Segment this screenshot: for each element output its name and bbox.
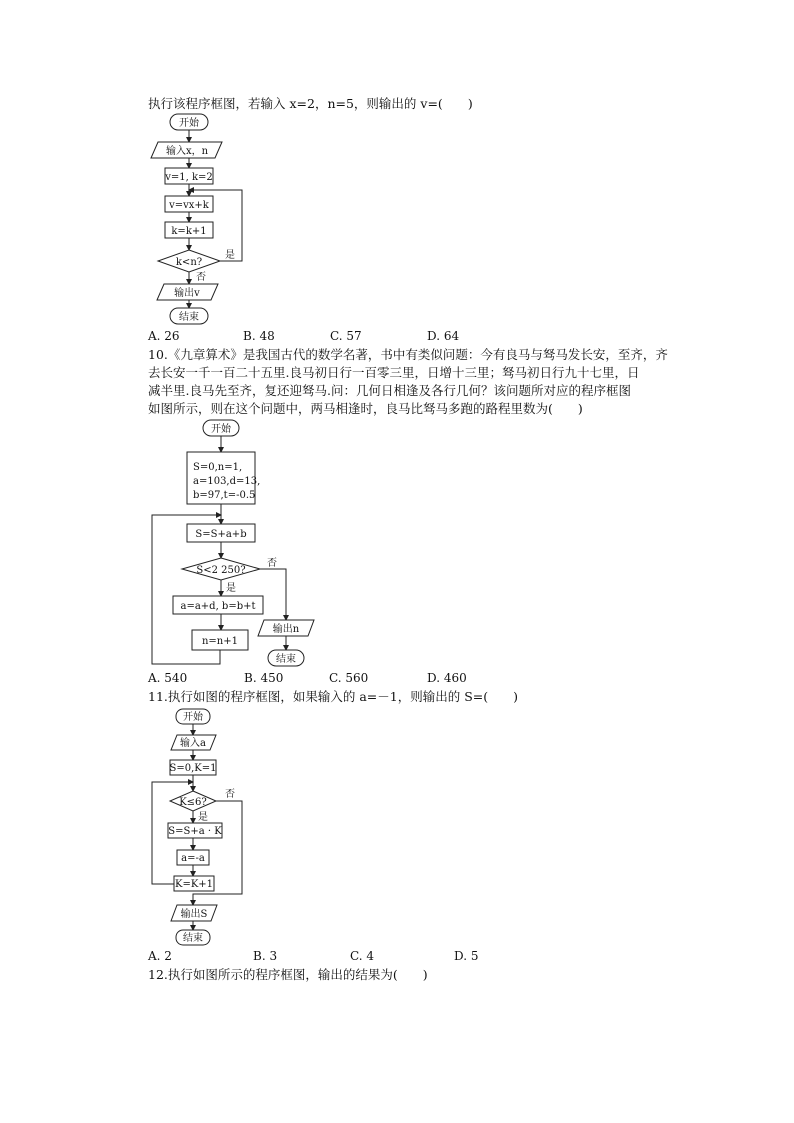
q10-line-2: 去长安一千一百二十五里.良马初日行一百零三里，日增十三里；驽马初日行九十七里，日: [148, 365, 640, 380]
q9-input-label: 输入x，n: [165, 146, 209, 157]
q10-option-b: B. 450: [244, 671, 284, 685]
q9-step2-label: k=k+1: [171, 226, 207, 237]
q10-end-label: 结束: [276, 654, 296, 665]
q11-step2-label: a=-a: [181, 853, 205, 864]
q9-end-label: 结束: [179, 312, 199, 323]
q11-option-b: B. 3: [253, 949, 278, 963]
q9-output-label: 输出v: [174, 288, 200, 299]
q10-option-d: D. 460: [427, 671, 467, 685]
q11-start-label: 开始: [183, 712, 203, 723]
q10-line-3: 减半里.良马先至齐，复还迎驽马.问：几何日相逢及各行几何？该问题所对应的程序框图: [148, 383, 631, 398]
q10-init-line-3: b=97,t=-0.5: [193, 490, 256, 501]
q9-stem: 执行该程序框图，若输入 x=2，n=5，则输出的 v=( ): [148, 96, 473, 111]
q11-step3-label: K=K+1: [174, 879, 214, 890]
q10-line-1: 10.《九章算术》是我国古代的数学名著，书中有类似问题：今有良马与驽马发长安，至齐，齐: [148, 347, 668, 362]
q10-init-line-2: a=103,d=13,: [193, 476, 261, 487]
q9-yes-label: 是: [225, 250, 235, 261]
q10-init-line-1: S=0,n=1,: [193, 462, 243, 473]
q11-end-label: 结束: [183, 933, 203, 944]
q9-start-label: 开始: [179, 118, 199, 129]
q11-output-label: 输出S: [180, 909, 208, 920]
q9-step1-label: v=vx+k: [169, 200, 209, 211]
q10-output-label: 输出n: [272, 624, 300, 635]
q11-input-label: 输入a: [180, 738, 206, 749]
q10-condition-label: S<2 250?: [196, 565, 246, 576]
q12-stem: 12.执行如图所示的程序框图，输出的结果为( ): [148, 967, 428, 982]
q10-step1-label: S=S+a+b: [195, 529, 247, 540]
q11-no-label: 否: [225, 789, 235, 800]
q11-stem: 11.执行如图的程序框图，如果输入的 a=－1，则输出的 S=( ): [148, 689, 518, 704]
q11-condition-label: K≤6?: [179, 797, 207, 808]
q11-yes-label: 是: [198, 812, 208, 823]
q11-option-a: A. 2: [148, 949, 172, 963]
q10-step3-label: n=n+1: [201, 636, 239, 647]
q9-option-d: D. 64: [427, 329, 460, 343]
q10-line-4: 如图所示，则在这个问题中，两马相逢时，良马比驽马多跑的路程里数为( ): [148, 401, 583, 416]
q11-step1-label: S=S+a · K: [168, 826, 222, 837]
q9-no-label: 否: [196, 272, 206, 283]
q9-condition-label: k<n?: [175, 257, 203, 268]
q9-option-c: C. 57: [330, 329, 362, 343]
q9-option-a: A. 26: [148, 329, 180, 343]
q11-option-d: D. 5: [454, 949, 479, 963]
q10-option-c: C. 560: [329, 671, 369, 685]
q11-init-label: S=0,K=1: [169, 763, 217, 774]
q10-option-a: A. 540: [148, 671, 188, 685]
q9-option-b: B. 48: [243, 329, 275, 343]
q11-options: [148, 949, 548, 965]
q10-no-label: 否: [267, 558, 277, 569]
q11-option-c: C. 4: [350, 949, 375, 963]
q10-yes-label: 是: [226, 583, 236, 594]
q10-start-label: 开始: [211, 424, 231, 435]
q10-step2-label: a=a+d, b=b+t: [180, 601, 256, 612]
q9-init-label: v=1, k=2: [165, 172, 213, 183]
